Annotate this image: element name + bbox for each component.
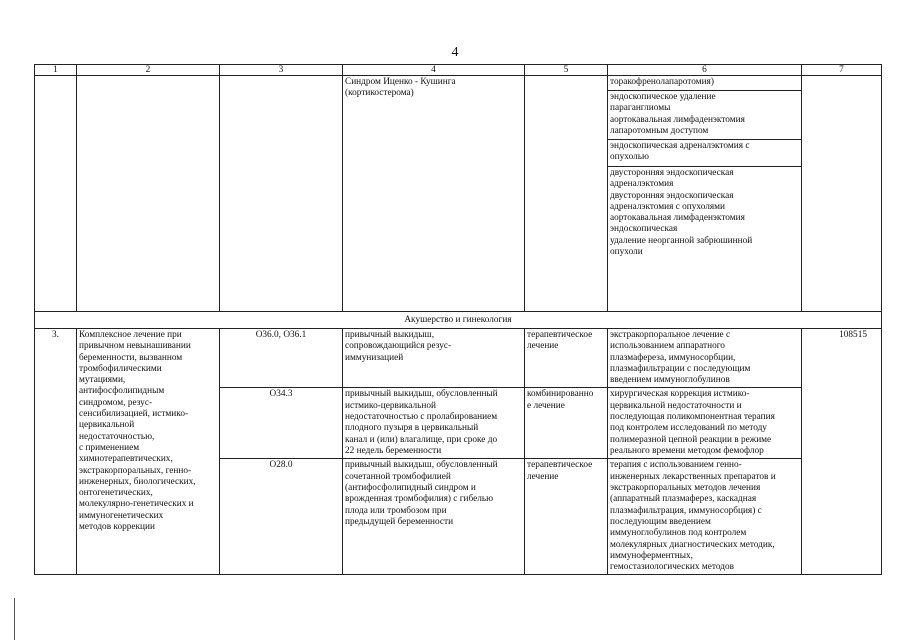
continuation-row bbox=[35, 76, 882, 91]
price: 108515 bbox=[802, 329, 882, 575]
treatment-method: терапия с использованием генно- инженерных лекарственных препаратов и экстракорпоральных методов лечения (аппаратный плазмаферез, каскадная плазмафильтрация, иммуносорбция) с последующим введением иммуноглобулинов под контролем молекулярных диагностических методик, иммуноферментных, гемостазиологических методов bbox=[608, 459, 802, 575]
icd-code: O34.3 bbox=[220, 388, 343, 459]
treatment-type: терапевтическое лечение bbox=[525, 329, 608, 388]
method-cell: эндоскопическое удаление параганглиомы аортокавальная лимфаденэктомия лапаротомным доступом bbox=[608, 91, 802, 140]
treatment-method: экстракорпоральное лечение с использованием аппаратного плазмафереза, иммуносорбции, плазмафильтрации с последующим введением иммуноглобулинов bbox=[608, 329, 802, 388]
column-number-row bbox=[35, 65, 882, 76]
treatment-type: комбинированно е лечение bbox=[525, 388, 608, 459]
table-row bbox=[35, 329, 882, 388]
patient-model: привычный выкидыш, сопровождающийся резус- иммунизацией bbox=[343, 329, 525, 388]
column-number: 1 bbox=[35, 65, 77, 76]
entry-number: 3. bbox=[35, 329, 77, 575]
section-row bbox=[35, 312, 882, 329]
section-title: Акушерство и гинекология bbox=[35, 312, 882, 329]
column-number: 7 bbox=[802, 65, 882, 76]
column-number: 3 bbox=[220, 65, 343, 76]
method-cell: двусторонняя эндоскопическая адреналэктомия двусторонняя эндоскопическая адреналэктомия с опухолями аортокавальная лимфаденэктомия эндоскопическая удаление неорганной забрюшинной опухоли bbox=[608, 167, 802, 312]
column-number: 5 bbox=[525, 65, 608, 76]
treatment-method: хирургическая коррекция истмико- цервикальной недостаточности и последующая поликомпонентная терапия под контролем исследований по методу полимеразной цепной реакции в режиме реального времени методом фемофлор bbox=[608, 388, 802, 459]
method-cell: торакофренолапаротомия) bbox=[608, 76, 802, 91]
method-cell: эндоскопическая адреналэктомия с опухолью bbox=[608, 140, 802, 167]
empty-cell bbox=[525, 76, 608, 312]
column-number: 4 bbox=[343, 65, 525, 76]
patient-model: привычный выкидыш, обусловленный сочетанной тромбофилией (антифосфолипидный синдром и врожденная тромбофилия) с гибелью плода или тромбозом при предыдущей беременности bbox=[343, 459, 525, 575]
empty-cell bbox=[802, 76, 882, 312]
column-number: 2 bbox=[77, 65, 220, 76]
patient-model: привычный выкидыш, обусловленный истмико-цервикальной недостаточностью с пролабированием плодного пузыря в цервикальный канал и (или) влагалище, при сроке до 22 недель беременности bbox=[343, 388, 525, 459]
empty-cell bbox=[220, 76, 343, 312]
empty-cell bbox=[35, 76, 77, 312]
margin-line bbox=[14, 598, 15, 640]
entry-name: Комплексное лечение при привычном невынашивании беременности, вызванном тромбофилическими мутациями, антифосфолипидным синдромом, резус- сенсибилизацией, истмико- цервикальной недостаточностью, с применением химиотерапевтических, экстракорпоральных, генно- инженерных, биологических, онтогенетических, молекулярно-генетических и иммуногенетических методов коррекции bbox=[77, 329, 220, 575]
services-table bbox=[34, 64, 882, 575]
column-number: 6 bbox=[608, 65, 802, 76]
icd-code: O36.0, O36.1 bbox=[220, 329, 343, 388]
empty-cell bbox=[77, 76, 220, 312]
treatment-type: терапевтическое лечение bbox=[525, 459, 608, 575]
disease-cell: Синдром Иценко - Кушинга (кортикостерома) bbox=[343, 76, 525, 312]
page-number: 4 bbox=[451, 45, 459, 60]
icd-code: O28.0 bbox=[220, 459, 343, 575]
